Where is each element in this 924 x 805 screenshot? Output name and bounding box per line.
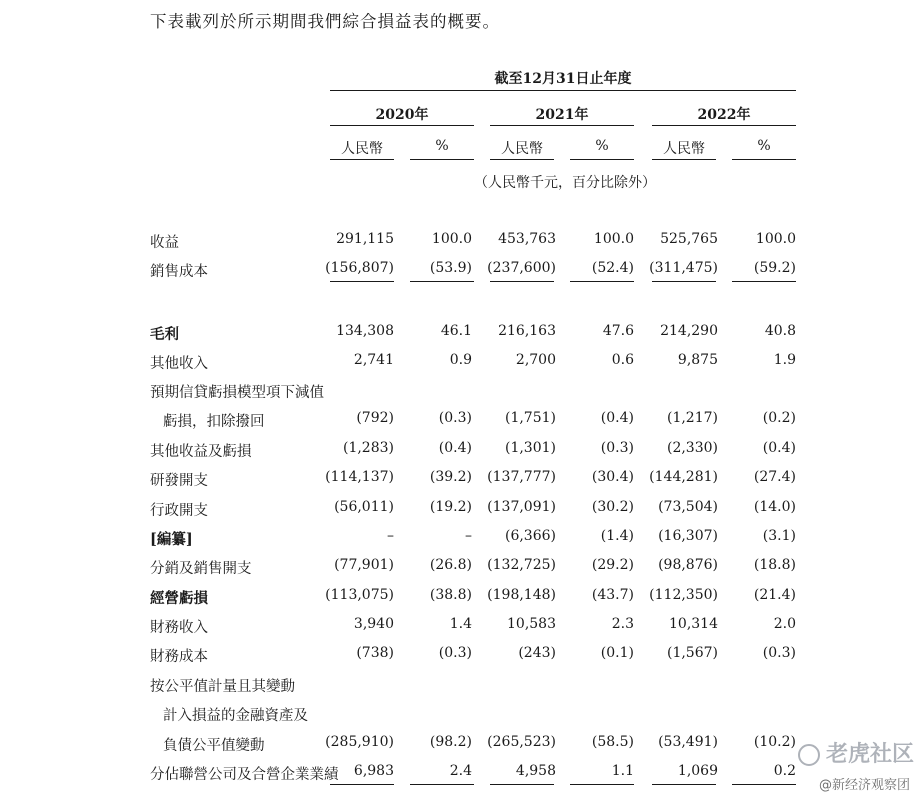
cell: (144,281)	[649, 469, 718, 485]
cell: (113,075)	[325, 587, 394, 603]
cell: 2,700	[515, 352, 556, 368]
cell: (137,091)	[487, 499, 556, 515]
row-label: 其他收益及虧損	[150, 444, 252, 460]
table-row	[0, 734, 924, 756]
cell: (73,504)	[658, 499, 718, 515]
cell: (0.3)	[438, 410, 472, 426]
cell: (21.4)	[753, 587, 796, 603]
cell: (98.2)	[429, 734, 472, 750]
col-rmb-2021: 人民幣	[501, 141, 543, 157]
table-row	[0, 499, 924, 521]
cell: (43.7)	[591, 587, 634, 603]
cell: (0.3)	[600, 440, 634, 456]
cell: 46.1	[440, 323, 472, 339]
cell: (3.1)	[762, 528, 796, 544]
cell: 10,583	[507, 616, 556, 632]
cell: 453,763	[498, 231, 556, 247]
period-rule	[330, 90, 796, 91]
cell: 100.0	[431, 231, 472, 247]
cell: 9,875	[677, 352, 718, 368]
cell: (52.4)	[591, 260, 634, 276]
cell: (265,523)	[487, 734, 556, 750]
table-row	[0, 352, 924, 374]
table-row	[0, 440, 924, 462]
cell: (0.4)	[762, 440, 796, 456]
watermark-logo	[798, 737, 914, 768]
row-label: 經營虧損	[150, 590, 208, 607]
cell: 2.0	[773, 616, 796, 632]
table-row	[0, 528, 924, 550]
cell: (30.4)	[591, 469, 634, 485]
cell: 100.0	[755, 231, 796, 247]
cell: (156,807)	[325, 260, 394, 276]
row-label: 按公平值計量且其變動	[150, 679, 295, 695]
cell: 2,741	[353, 352, 394, 368]
cell: 0.2	[773, 763, 796, 779]
year-rule-2020	[330, 125, 474, 126]
col-pct-2020: %	[435, 138, 449, 154]
cell: (792)	[356, 410, 394, 426]
row-label: [編纂]	[150, 531, 193, 548]
cell: (0.3)	[438, 645, 472, 661]
table-row	[0, 231, 924, 253]
cell: (237,600)	[487, 260, 556, 276]
cell: (30.2)	[591, 499, 634, 515]
cell: (137,777)	[487, 469, 556, 485]
subtotal-rule	[732, 281, 796, 282]
cell: (16,307)	[658, 528, 718, 544]
year-2021: 2021年	[535, 107, 589, 123]
cell: (39.2)	[429, 469, 472, 485]
cell: (56,011)	[334, 499, 394, 515]
cell: (27.4)	[753, 469, 796, 485]
row-label: 銷售成本	[150, 264, 208, 280]
col-pct-2022: %	[757, 138, 771, 154]
cell: (132,725)	[487, 557, 556, 573]
col-rule	[330, 159, 394, 160]
year-2022: 2022年	[697, 107, 751, 123]
cell: (77,901)	[334, 557, 394, 573]
row-label: 計入損益的金融資產及	[163, 708, 308, 724]
cell: –	[387, 528, 394, 544]
subtotal-rule	[652, 281, 716, 282]
year-2020: 2020年	[375, 107, 429, 123]
col-rmb-2022: 人民幣	[663, 141, 705, 157]
cell: 1.1	[611, 763, 634, 779]
col-rule	[652, 159, 716, 160]
cell: (26.8)	[429, 557, 472, 573]
watermark-text: 老虎社区	[825, 742, 914, 767]
table-row	[0, 645, 924, 667]
cell: (18.8)	[753, 557, 796, 573]
cell: (1,283)	[342, 440, 394, 456]
subtotal-rule	[570, 281, 634, 282]
col-pct-2021: %	[595, 138, 609, 154]
cell: 2.3	[611, 616, 634, 632]
table-row	[0, 381, 924, 403]
year-rule-2021	[490, 125, 634, 126]
cell: 1.4	[449, 616, 472, 632]
cell: 40.8	[764, 323, 796, 339]
row-label: 研發開支	[150, 473, 208, 489]
cell: (1,217)	[666, 410, 718, 426]
row-label: 分銷及銷售開支	[150, 561, 252, 577]
cell: (59.2)	[753, 260, 796, 276]
table-row	[0, 410, 924, 432]
cell: 525,765	[660, 231, 718, 247]
row-label: 其他收入	[150, 356, 208, 372]
cell: (1.4)	[600, 528, 634, 544]
cell: (38.8)	[429, 587, 472, 603]
cell: 6,983	[353, 763, 394, 779]
row-label: 行政開支	[150, 503, 208, 519]
cell: –	[465, 528, 472, 544]
subtotal-rule	[652, 784, 716, 785]
cell: 4,958	[515, 763, 556, 779]
cell: (0.2)	[762, 410, 796, 426]
row-label: 收益	[150, 235, 179, 251]
cell: (243)	[518, 645, 556, 661]
cell: (738)	[356, 645, 394, 661]
subtotal-rule	[410, 784, 474, 785]
subtotal-rule	[330, 784, 394, 785]
col-rmb-2020: 人民幣	[341, 141, 383, 157]
cell: (285,910)	[325, 734, 394, 750]
row-label: 財務成本	[150, 649, 208, 665]
cell: 134,308	[336, 323, 394, 339]
cell: (0.4)	[600, 410, 634, 426]
row-label: 分佔聯營公司及合營企業業績	[150, 767, 339, 783]
subtotal-rule	[732, 784, 796, 785]
subtotal-rule	[490, 784, 554, 785]
cell: (53.9)	[429, 260, 472, 276]
cell: (114,137)	[325, 469, 394, 485]
cell: (0.1)	[600, 645, 634, 661]
table-row	[0, 587, 924, 609]
col-rule	[570, 159, 634, 160]
period-heading: 截至12月31日止年度	[494, 71, 632, 87]
cell: 216,163	[498, 323, 556, 339]
cell: 47.6	[602, 323, 634, 339]
cell: 291,115	[336, 231, 394, 247]
cell: (1,567)	[666, 645, 718, 661]
table-row	[0, 763, 924, 785]
unit-note: （人民幣千元，百分比除外）	[474, 175, 656, 191]
row-label: 預期信貸虧損模型項下減值	[150, 385, 324, 401]
cell: (1,301)	[504, 440, 556, 456]
cell: 1,069	[677, 763, 718, 779]
table-row	[0, 260, 924, 282]
cell: (0.4)	[438, 440, 472, 456]
table-row	[0, 469, 924, 491]
cell: (53,491)	[658, 734, 718, 750]
cell: (10.2)	[753, 734, 796, 750]
table-row	[0, 704, 924, 726]
cell: (198,148)	[487, 587, 556, 603]
cell: 1.9	[773, 352, 796, 368]
cell: 3,940	[353, 616, 394, 632]
tiger-icon	[798, 744, 820, 766]
row-label: 虧損，扣除撥回	[163, 414, 265, 430]
table-row	[0, 557, 924, 579]
cell: (112,350)	[649, 587, 718, 603]
cell: (311,475)	[649, 260, 718, 276]
subtotal-rule	[330, 281, 394, 282]
cell: (6,366)	[504, 528, 556, 544]
intro-text: 下表載列於所示期間我們綜合損益表的概要。	[150, 12, 500, 31]
cell: (29.2)	[591, 557, 634, 573]
cell: 10,314	[669, 616, 718, 632]
year-rule-2022	[652, 125, 796, 126]
cell: 0.9	[449, 352, 472, 368]
row-label: 財務收入	[150, 620, 208, 636]
cell: 214,290	[660, 323, 718, 339]
table-row	[0, 616, 924, 638]
cell: (0.3)	[762, 645, 796, 661]
table-row	[0, 675, 924, 697]
cell: 0.6	[611, 352, 634, 368]
col-rule	[732, 159, 796, 160]
row-label: 負債公平值變動	[163, 738, 265, 754]
cell: 100.0	[593, 231, 634, 247]
subtotal-rule	[570, 784, 634, 785]
cell: (14.0)	[753, 499, 796, 515]
row-label: 毛利	[150, 326, 179, 343]
cell: (2,330)	[666, 440, 718, 456]
col-rule	[490, 159, 554, 160]
table-row	[0, 323, 924, 345]
cell: (19.2)	[429, 499, 472, 515]
cell: (98,876)	[658, 557, 718, 573]
subtotal-rule	[410, 281, 474, 282]
subtotal-rule	[490, 281, 554, 282]
watermark-handle: @新经济观察团	[818, 778, 910, 793]
cell: 2.4	[449, 763, 472, 779]
cell: (1,751)	[504, 410, 556, 426]
cell: (58.5)	[591, 734, 634, 750]
col-rule	[410, 159, 474, 160]
